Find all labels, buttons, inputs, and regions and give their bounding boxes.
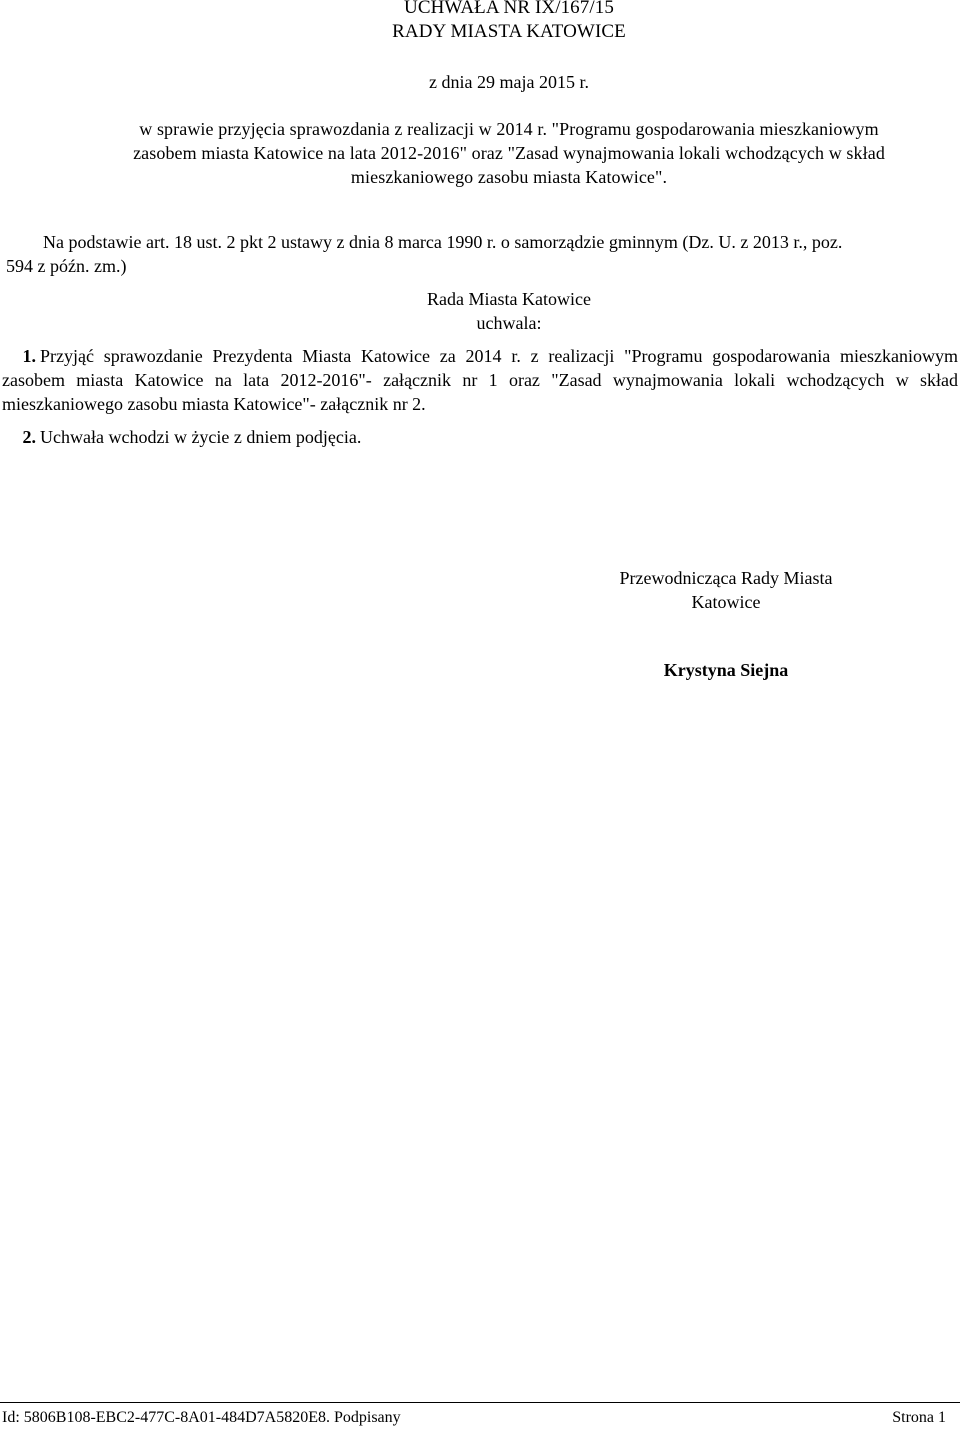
- signature-role-line-1: Przewodnicząca Rady Miasta: [619, 568, 833, 588]
- paragraph-1-number: 1.: [22, 346, 36, 366]
- title-line-2: RADY MIASTA KATOWICE: [392, 21, 626, 42]
- page-footer: [0, 1402, 960, 1427]
- preamble-line-2: 594 z późn. zm.): [6, 256, 127, 276]
- subject-line-2: zasobem miasta Katowice na lata 2012-2016" oraz "Zasad wynajmowania lokali wchodzących w skład: [133, 143, 885, 163]
- signature-role-line-2: Katowice: [691, 592, 761, 612]
- signature-role: [520, 566, 932, 614]
- document-id: Id: 5806B108-EBC2-477C-8A01-484D7A5820E8. Podpisany: [2, 1409, 401, 1426]
- subject-line-3: mieszkaniowego zasobu miasta Katowice".: [350, 167, 668, 187]
- title-line-1: UCHWAŁA NR IX/167/15: [404, 0, 614, 18]
- paragraph-2: [2, 425, 954, 449]
- paragraph-1-text: Przyjąć sprawozdanie Prezydenta Miasta Katowice za 2014 r. z realizacji "Programu gospodarowania mieszkaniowym zasobem miasta Katowice na lata 2012-2016"- załącznik nr 1 oraz "Zasad wynajmowania lokali wchodzących w skład mieszkaniowego zasobu miasta Katowice"- załącznik nr 2.: [2, 346, 958, 414]
- paragraph-2-number: 2.: [22, 427, 36, 447]
- paragraph-1: [2, 344, 958, 416]
- preamble-line-1: Na podstawie art. 18 ust. 2 pkt 2 ustawy z dnia 8 marca 1990 r. o samorządzie gminnym (Dz. U. z 2013 r., poz.: [43, 232, 843, 252]
- paragraph-2-text: Uchwała wchodzi w życie z dniem podjęcia.: [40, 427, 362, 447]
- enacting-clause: [0, 287, 960, 335]
- page-number: Strona 1: [892, 1409, 946, 1426]
- signatory-name: Krystyna Siejna: [663, 660, 789, 680]
- council-name: Rada Miasta Katowice: [427, 289, 591, 309]
- resolution-date: z dnia 29 maja 2015 r.: [429, 72, 589, 92]
- resolution-title: [0, 0, 960, 44]
- resolution-subject: [0, 117, 960, 189]
- resolves-label: uchwala:: [476, 313, 542, 333]
- preamble: [6, 230, 958, 278]
- subject-line-1: w sprawie przyjęcia sprawozdania z realizacji w 2014 r. "Programu gospodarowania mieszkaniowym: [139, 119, 879, 139]
